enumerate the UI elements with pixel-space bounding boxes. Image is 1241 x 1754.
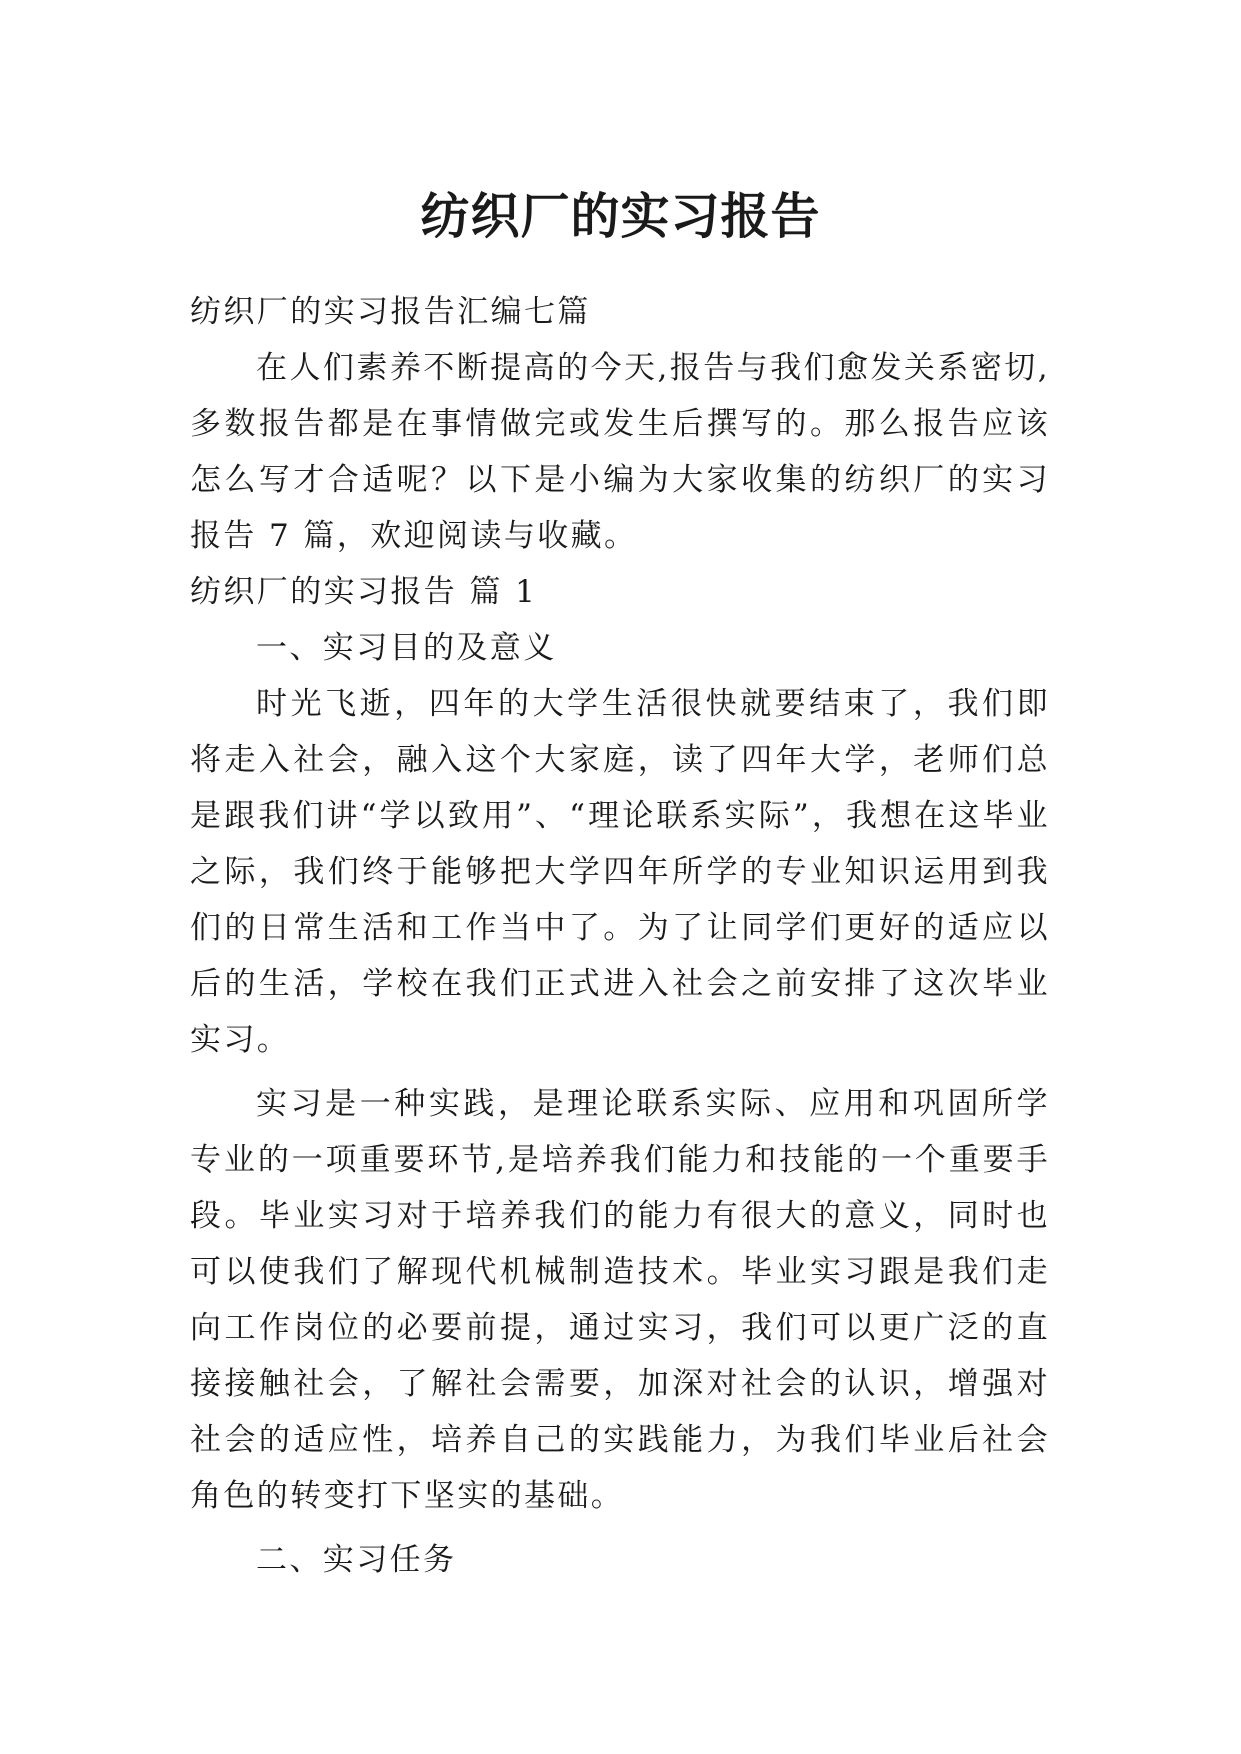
- heading-purpose: 一、实习目的及意义: [256, 630, 557, 666]
- heading-tasks: 二、实习任务: [256, 1542, 457, 1578]
- section-title: 纺织厂的实习报告 篇 1: [190, 574, 538, 610]
- paragraph-purpose-1: 时光飞逝，四年的大学生活很快就要结束了，我们即将走入社会，融入这个大家庭，读了四年大学，老师们总是跟我们讲“学以致用”、“理论联系实际”，我想在这毕业之际，我们终于能够把大学四年所学的专业知识运用到我们的日常生活和工作当中了。为了让同学们更好的适应以后的生活，学校在我们正式进入社会之前安排了这次毕业实习。: [190, 686, 1050, 1058]
- document-subtitle: 纺织厂的实习报告汇编七篇: [190, 294, 591, 330]
- intro-paragraph: 在人们素养不断提高的今天,报告与我们愈发关系密切,多数报告都是在事情做完或发生后撰写的。那么报告应该怎么写才合适呢？以下是小编为大家收集的纺织厂的实习报告 7 篇，欢迎阅读与收藏。: [190, 350, 1050, 554]
- paragraph-purpose-2: 实习是一种实践，是理论联系实际、应用和巩固所学专业的一项重要环节,是培养我们能力和技能的一个重要手段。毕业实习对于培养我们的能力有很大的意义，同时也可以使我们了解现代机械制造技术。毕业实习跟是我们走向工作岗位的必要前提，通过实习，我们可以更广泛的直接接触社会，了解社会需要，加深对社会的认识，增强对社会的适应性，培养自己的实践能力，为我们毕业后社会角色的转变打下坚实的基础。: [190, 1086, 1050, 1514]
- document-title: 纺织厂的实习报告: [420, 186, 821, 245]
- document-body: [190, 284, 1050, 1588]
